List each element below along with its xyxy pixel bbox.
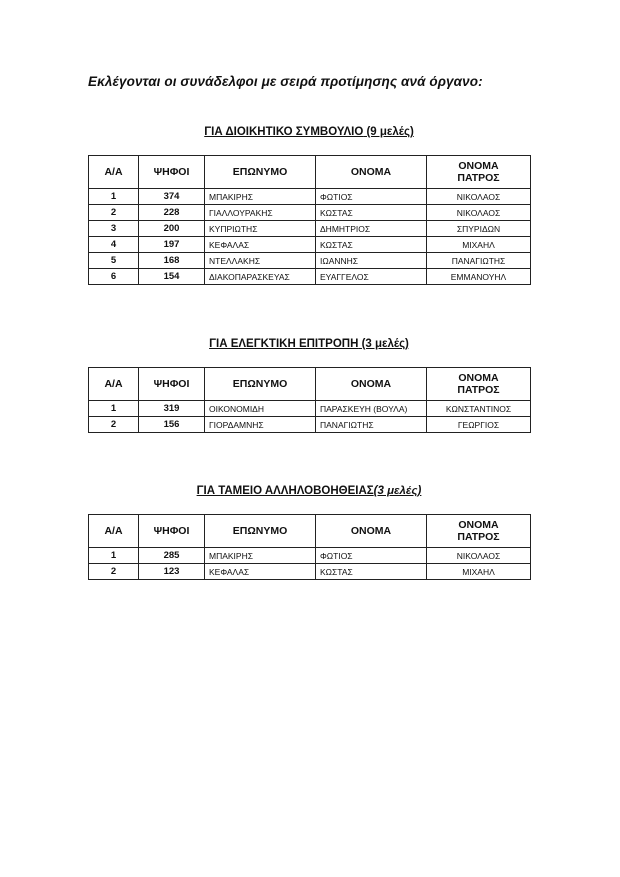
cell-father-name: ΜΙΧΑΗΛ <box>427 564 531 580</box>
cell-name: ΚΩΣΤΑΣ <box>316 237 427 253</box>
cell-surname: ΓΙΟΡΔΑΜΝΗΣ <box>205 417 316 433</box>
cell-name: ΚΩΣΤΑΣ <box>316 564 427 580</box>
col-header-name: ΟΝΟΜΑ <box>316 515 427 548</box>
col-header-surname: ΕΠΩΝΥΜΟ <box>205 368 316 401</box>
cell-votes: 200 <box>139 221 205 237</box>
table-row <box>89 417 531 433</box>
cell-name: ΦΩΤΙΟΣ <box>316 548 427 564</box>
col-header-aa: Α/Α <box>89 368 139 401</box>
section-title <box>88 126 530 138</box>
cell-surname: ΔΙΑΚΟΠΑΡΑΣΚΕΥΑΣ <box>205 269 316 285</box>
section-board <box>88 126 530 285</box>
cell-votes: 285 <box>139 548 205 564</box>
section-title-main: ΓΙΑ ΤΑΜΕΙΟ ΑΛΛΗΛΟΒΟΗΘΕΙΑΣ <box>196 485 374 497</box>
cell-father-name: ΣΠΥΡΙΔΩΝ <box>427 221 531 237</box>
section-title <box>88 485 530 497</box>
col-header-votes: ΨΗΦΟΙ <box>139 368 205 401</box>
cell-votes: 319 <box>139 401 205 417</box>
table-row <box>89 548 531 564</box>
col-header-votes: ΨΗΦΟΙ <box>139 515 205 548</box>
table-row <box>89 205 531 221</box>
cell-surname: ΟΙΚΟΝΟΜΙΔΗ <box>205 401 316 417</box>
cell-votes: 374 <box>139 189 205 205</box>
cell-father-name: ΝΙΚΟΛΑΟΣ <box>427 205 531 221</box>
results-table <box>88 155 531 285</box>
col-header-father-line1: ΟΝΟΜΑ <box>458 372 499 384</box>
col-header-name: ΟΝΟΜΑ <box>316 368 427 401</box>
cell-surname: ΓΙΑΛΛΟΥΡΑΚΗΣ <box>205 205 316 221</box>
cell-aa: 2 <box>89 205 139 221</box>
cell-votes: 154 <box>139 269 205 285</box>
col-header-father-name <box>427 368 531 401</box>
cell-father-name: ΝΙΚΟΛΑΟΣ <box>427 548 531 564</box>
section-mutual-aid-fund <box>88 485 530 580</box>
section-audit-committee <box>88 338 530 433</box>
cell-name: ΠΑΡΑΣΚΕΥΗ (ΒΟΥΛΑ) <box>316 401 427 417</box>
cell-name: ΚΩΣΤΑΣ <box>316 205 427 221</box>
table-header-row <box>89 368 531 401</box>
col-header-surname: ΕΠΩΝΥΜΟ <box>205 156 316 189</box>
col-header-father-name <box>427 156 531 189</box>
cell-surname: ΚΕΦΑΛΑΣ <box>205 564 316 580</box>
col-header-father-name <box>427 515 531 548</box>
cell-father-name: ΕΜΜΑΝΟΥΗΛ <box>427 269 531 285</box>
cell-father-name: ΝΙΚΟΛΑΟΣ <box>427 189 531 205</box>
col-header-surname: ΕΠΩΝΥΜΟ <box>205 515 316 548</box>
cell-votes: 228 <box>139 205 205 221</box>
col-header-father-line1: ΟΝΟΜΑ <box>458 160 499 172</box>
col-header-father-line2: ΠΑΤΡΟΣ <box>457 172 500 184</box>
cell-aa: 1 <box>89 548 139 564</box>
cell-father-name: ΓΕΩΡΓΙΟΣ <box>427 417 531 433</box>
section-title-suffix: (9 μελές) <box>363 126 414 138</box>
table-row <box>89 564 531 580</box>
cell-father-name: ΠΑΝΑΓΙΩΤΗΣ <box>427 253 531 269</box>
cell-name: ΔΗΜΗΤΡΙΟΣ <box>316 221 427 237</box>
table-row <box>89 221 531 237</box>
table-row <box>89 189 531 205</box>
cell-surname: ΝΤΕΛΛΑΚΗΣ <box>205 253 316 269</box>
cell-name: ΕΥΑΓΓΕΛΟΣ <box>316 269 427 285</box>
col-header-votes: ΨΗΦΟΙ <box>139 156 205 189</box>
table-header-row <box>89 156 531 189</box>
results-table <box>88 367 531 433</box>
table-row <box>89 269 531 285</box>
section-title-suffix: (3 μελές) <box>358 338 409 350</box>
table-row <box>89 401 531 417</box>
cell-votes: 197 <box>139 237 205 253</box>
cell-father-name: ΜΙΧΑΗΛ <box>427 237 531 253</box>
section-title <box>88 338 530 350</box>
cell-aa: 1 <box>89 401 139 417</box>
table-header-row <box>89 515 531 548</box>
cell-name: ΦΩΤΙΟΣ <box>316 189 427 205</box>
col-header-aa: Α/Α <box>89 515 139 548</box>
results-table <box>88 514 531 580</box>
col-header-father-line2: ΠΑΤΡΟΣ <box>457 531 500 543</box>
section-title-main: ΓΙΑ ΕΛΕΓΚΤΙΚΗ ΕΠΙΤΡΟΠΗ <box>209 338 359 350</box>
page-heading: Εκλέγονται οι συνάδελφοι με σειρά προτίμησης ανά όργανο: <box>88 74 483 89</box>
section-title-suffix: (3 μελές) <box>373 485 422 497</box>
cell-aa: 6 <box>89 269 139 285</box>
col-header-father-line2: ΠΑΤΡΟΣ <box>457 384 500 396</box>
col-header-father-line1: ΟΝΟΜΑ <box>458 519 499 531</box>
cell-aa: 5 <box>89 253 139 269</box>
cell-surname: ΜΠΑΚΙΡΗΣ <box>205 548 316 564</box>
cell-aa: 1 <box>89 189 139 205</box>
table-row <box>89 237 531 253</box>
cell-surname: ΜΠΑΚΙΡΗΣ <box>205 189 316 205</box>
cell-votes: 123 <box>139 564 205 580</box>
table-row <box>89 253 531 269</box>
col-header-aa: Α/Α <box>89 156 139 189</box>
cell-aa: 4 <box>89 237 139 253</box>
cell-votes: 168 <box>139 253 205 269</box>
cell-aa: 2 <box>89 564 139 580</box>
cell-name: ΠΑΝΑΓΙΩΤΗΣ <box>316 417 427 433</box>
cell-votes: 156 <box>139 417 205 433</box>
cell-aa: 3 <box>89 221 139 237</box>
cell-aa: 2 <box>89 417 139 433</box>
section-title-main: ΓΙΑ ΔΙΟΙΚΗΤΙΚΟ ΣΥΜΒΟΥΛΙΟ <box>204 126 364 138</box>
cell-surname: ΚΕΦΑΛΑΣ <box>205 237 316 253</box>
col-header-name: ΟΝΟΜΑ <box>316 156 427 189</box>
cell-surname: ΚΥΠΡΙΩΤΗΣ <box>205 221 316 237</box>
cell-name: ΙΩΑΝΝΗΣ <box>316 253 427 269</box>
cell-father-name: ΚΩΝΣΤΑΝΤΙΝΟΣ <box>427 401 531 417</box>
